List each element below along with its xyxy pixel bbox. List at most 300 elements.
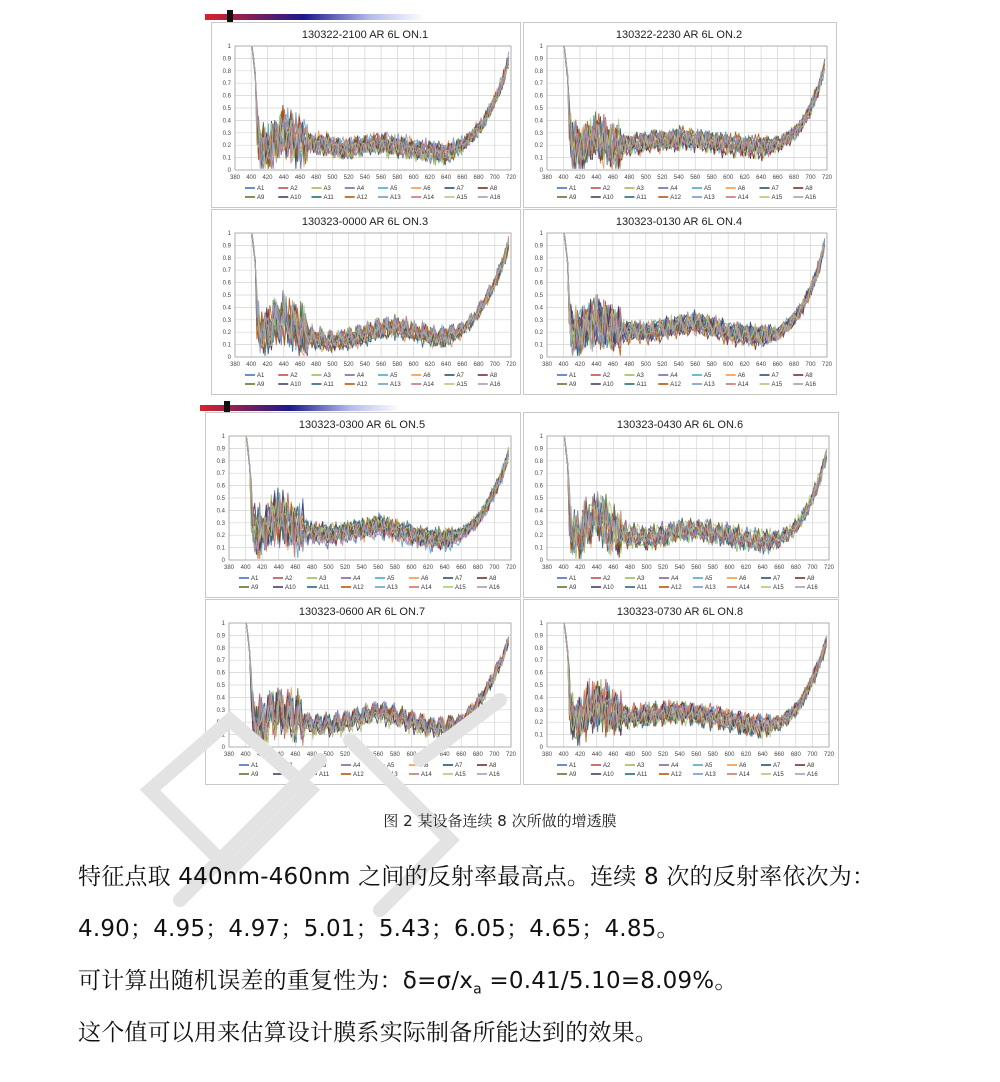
series-line	[564, 236, 824, 356]
legend-entry: A4	[670, 186, 678, 192]
x-tick-label: 640	[439, 752, 450, 758]
y-tick-label: 0.3	[534, 130, 543, 137]
x-tick-label: 700	[489, 175, 500, 181]
legend-entry: A4	[353, 763, 361, 769]
legend-entry: A7	[456, 186, 464, 192]
y-tick-label: 0.7	[216, 471, 225, 478]
y-tick-label: 0.7	[534, 268, 543, 275]
x-tick-label: 480	[624, 565, 635, 571]
x-tick-label: 720	[821, 362, 833, 368]
legend-entry: A9	[569, 585, 577, 591]
legend-entry: A10	[602, 195, 614, 201]
legend-entry: A14	[423, 382, 434, 388]
x-tick-label: 380	[541, 565, 553, 571]
y-tick-label: 0.5	[534, 293, 543, 299]
x-tick-label: 420	[575, 565, 586, 571]
chart-title: 130323-0300 AR 6L ON.5	[298, 419, 426, 431]
x-tick-label: 640	[441, 362, 452, 368]
x-tick-label: 660	[774, 565, 785, 571]
y-tick-label: 1	[221, 621, 225, 627]
x-tick-label: 520	[658, 752, 669, 758]
y-tick-label: 0.5	[534, 106, 543, 112]
figure-caption: 图 2 某设备连续 8 次所做的增透膜	[383, 812, 617, 830]
y-tick-label: 0.1	[216, 732, 225, 739]
x-tick-label: 500	[327, 362, 338, 368]
x-tick-label: 620	[424, 175, 435, 181]
x-tick-label: 420	[574, 175, 585, 181]
legend-entry: A10	[285, 585, 296, 591]
y-tick-label: 0.6	[222, 93, 231, 100]
x-tick-label: 520	[658, 565, 669, 571]
x-tick-label: 620	[423, 752, 434, 758]
legend-entry: A5	[387, 763, 395, 769]
y-tick-label: 1	[539, 44, 543, 50]
x-tick-label: 400	[240, 752, 251, 758]
x-tick-label: 500	[323, 565, 334, 571]
y-tick-label: 1	[227, 44, 231, 50]
legend-entry: A15	[773, 772, 784, 778]
legend-entry: A16	[489, 585, 500, 591]
x-tick-label: 440	[591, 362, 602, 368]
x-tick-label: 520	[657, 362, 668, 368]
x-tick-label: 480	[624, 752, 635, 758]
x-tick-label: 400	[246, 362, 257, 368]
legend-entry: A6	[739, 576, 747, 582]
legend-entry: A14	[739, 585, 750, 591]
legend-entry: A5	[704, 186, 712, 192]
y-tick-label: 0.9	[534, 243, 543, 250]
x-tick-label: 400	[246, 175, 257, 181]
legend-entry: A1	[569, 373, 577, 379]
x-tick-label: 620	[424, 362, 435, 368]
x-tick-label: 400	[558, 752, 569, 758]
y-tick-label: 0.2	[534, 330, 543, 337]
y-tick-label: 1	[539, 231, 543, 237]
legend-entry: A2	[290, 186, 298, 192]
x-tick-label: 560	[690, 175, 701, 181]
x-tick-label: 640	[757, 752, 768, 758]
legend-entry: A16	[807, 772, 818, 778]
formula-result: =0.41/5.10=8.09%。	[481, 968, 738, 994]
y-tick-label: 0.7	[534, 471, 543, 478]
y-tick-label: 0.4	[216, 695, 225, 702]
x-tick-label: 700	[489, 752, 500, 758]
x-tick-label: 700	[489, 362, 500, 368]
x-tick-label: 460	[294, 362, 305, 368]
legend-entry: A9	[569, 195, 577, 201]
legend-entry: A3	[636, 373, 644, 379]
x-tick-label: 420	[257, 752, 268, 758]
text-line-1: 特征点取 440nm-460nm 之间的反射率最高点。连续 8 次的反射率依次为：	[78, 864, 876, 890]
legend-entry: A11	[319, 772, 330, 778]
legend-entry: A13	[704, 195, 715, 201]
series-line	[564, 624, 826, 743]
x-tick-label: 460	[607, 175, 618, 181]
legend-entry: A12	[353, 772, 364, 778]
legend-entry: A7	[773, 576, 781, 582]
legend-entry: A6	[423, 373, 431, 379]
y-tick-label: 0.8	[222, 68, 231, 75]
x-tick-label: 540	[673, 362, 684, 368]
y-tick-label: 0.9	[534, 56, 543, 63]
legend-entry: A12	[356, 382, 368, 388]
x-tick-label: 720	[505, 565, 517, 571]
chart-title: 130322-2230 AR 6L ON.2	[615, 29, 743, 41]
x-tick-label: 400	[558, 175, 569, 181]
chart-title: 130323-0730 AR 6L ON.8	[616, 606, 744, 618]
legend-entry: A13	[705, 772, 716, 778]
x-tick-label: 500	[641, 565, 652, 571]
x-tick-label: 440	[273, 565, 284, 571]
legend-entry: A6	[737, 373, 746, 379]
chart-title: 130323-0430 AR 6L ON.6	[616, 419, 744, 431]
legend-entry: A14	[737, 195, 749, 201]
x-tick-label: 480	[306, 752, 317, 758]
x-tick-label: 700	[807, 565, 818, 571]
legend-entry: A8	[807, 576, 815, 582]
y-tick-label: 0.3	[222, 130, 231, 137]
x-tick-label: 520	[343, 175, 354, 181]
legend-entry: A7	[455, 576, 463, 582]
x-tick-label: 440	[591, 752, 602, 758]
x-tick-label: 520	[343, 362, 354, 368]
y-tick-label: 0.6	[216, 670, 225, 677]
legend-entry: A13	[390, 195, 401, 201]
legend-entry: A4	[671, 763, 679, 769]
legend-entry: A5	[387, 576, 395, 582]
y-tick-label: 0	[227, 355, 231, 361]
legend-entry: A15	[771, 382, 783, 388]
x-tick-label: 620	[739, 175, 750, 181]
y-tick-label: 0.7	[222, 268, 231, 275]
legend-entry: A12	[670, 195, 681, 201]
y-tick-label: 0	[539, 355, 543, 361]
y-tick-label: 0	[539, 558, 543, 564]
y-tick-label: 0.3	[534, 707, 543, 714]
x-tick-label: 620	[741, 752, 752, 758]
y-tick-label: 0.9	[216, 446, 225, 453]
legend-entry: A12	[670, 382, 681, 388]
y-tick-label: 1	[221, 434, 225, 440]
y-tick-label: 0.5	[222, 106, 231, 112]
header-strip-top	[205, 14, 425, 20]
x-tick-label: 600	[723, 175, 734, 181]
legend-entry: A13	[387, 772, 398, 778]
chart-1	[211, 22, 519, 206]
chart-title: 130323-0000 AR 6L ON.3	[301, 216, 429, 228]
legend-entry: A6	[739, 763, 747, 769]
x-tick-label: 680	[472, 752, 483, 758]
text-line-3	[78, 962, 738, 998]
legend-entry: A14	[737, 382, 749, 388]
x-tick-label: 400	[558, 565, 569, 571]
chart-7	[205, 599, 519, 783]
y-tick-label: 0.4	[534, 508, 543, 515]
legend-entry: A16	[807, 585, 818, 591]
y-tick-label: 0.3	[534, 317, 543, 324]
x-tick-label: 720	[505, 175, 517, 181]
y-tick-label: 0.6	[534, 93, 543, 100]
y-tick-label: 1	[539, 621, 543, 627]
y-tick-label: 0.4	[534, 305, 543, 312]
header-strip-middle	[200, 405, 400, 411]
y-tick-label: 0.2	[216, 720, 225, 727]
legend-entry: A8	[805, 373, 813, 379]
y-tick-label: 1	[539, 434, 543, 440]
y-tick-label: 0	[221, 745, 225, 751]
y-tick-label: 0.8	[534, 458, 543, 465]
x-tick-label: 640	[757, 565, 768, 571]
y-tick-label: 0.4	[216, 508, 225, 515]
legend-entry: A6	[421, 763, 429, 769]
x-tick-label: 660	[772, 175, 783, 181]
x-tick-label: 440	[591, 175, 602, 181]
x-tick-label: 380	[229, 362, 241, 368]
x-tick-label: 500	[640, 175, 651, 181]
legend-entry: A3	[323, 373, 331, 379]
chart-title: 130323-0600 AR 6L ON.7	[298, 606, 426, 618]
legend-entry: A12	[353, 585, 364, 591]
legend-entry: A8	[807, 763, 815, 769]
y-tick-label: 0.9	[222, 56, 231, 63]
legend-entry: A6	[737, 186, 746, 192]
x-tick-label: 540	[359, 175, 370, 181]
chart-title: 130322-2100 AR 6L ON.1	[301, 29, 429, 41]
x-tick-label: 600	[406, 565, 417, 571]
y-tick-label: 0.6	[216, 483, 225, 490]
legend-entry: A16	[805, 195, 816, 201]
y-tick-label: 0.5	[534, 496, 543, 502]
legend-entry: A13	[390, 382, 401, 388]
legend-entry: A3	[636, 186, 644, 192]
legend-entry: A3	[637, 576, 645, 582]
x-tick-label: 440	[278, 175, 289, 181]
x-tick-label: 520	[340, 565, 351, 571]
y-tick-label: 0.5	[534, 683, 543, 689]
x-tick-label: 380	[223, 565, 235, 571]
x-tick-label: 580	[706, 362, 717, 368]
legend-entry: A2	[285, 763, 293, 769]
x-tick-label: 540	[674, 752, 685, 758]
legend-entry: A1	[257, 373, 265, 379]
x-tick-label: 560	[691, 565, 702, 571]
y-tick-label: 0.8	[534, 68, 543, 75]
y-tick-label: 0.6	[534, 280, 543, 287]
x-tick-label: 620	[741, 565, 752, 571]
x-tick-label: 520	[657, 175, 668, 181]
x-tick-label: 700	[489, 565, 500, 571]
x-tick-label: 380	[541, 362, 553, 368]
legend-entry: A13	[704, 382, 715, 388]
legend-entry: A9	[251, 772, 259, 778]
x-tick-label: 640	[756, 362, 767, 368]
y-tick-label: 0.9	[534, 446, 543, 453]
text-line-4: 这个值可以用来估算设计膜系实际制备所能达到的效果。	[78, 1020, 658, 1046]
x-tick-label: 420	[257, 565, 268, 571]
x-tick-label: 660	[457, 175, 468, 181]
y-tick-label: 0.3	[216, 707, 225, 714]
legend-entry: A7	[455, 763, 463, 769]
legend-entry: A11	[323, 382, 334, 388]
x-tick-label: 380	[541, 752, 553, 758]
x-tick-label: 540	[356, 752, 367, 758]
legend-entry: A5	[705, 576, 713, 582]
legend-entry: A2	[603, 763, 611, 769]
legend-entry: A4	[671, 576, 679, 582]
legend-entry: A11	[323, 195, 334, 201]
x-tick-label: 460	[290, 565, 301, 571]
y-tick-label: 0.8	[534, 255, 543, 262]
x-tick-label: 720	[823, 752, 835, 758]
x-tick-label: 460	[608, 565, 619, 571]
x-tick-label: 580	[707, 565, 718, 571]
y-tick-label: 0.3	[534, 520, 543, 527]
y-tick-label: 0.4	[222, 118, 231, 125]
x-tick-label: 540	[673, 175, 684, 181]
legend-entry: A6	[421, 576, 429, 582]
y-tick-label: 0.1	[534, 732, 543, 739]
legend-entry: A15	[456, 195, 468, 201]
y-tick-label: 0.5	[222, 293, 231, 299]
legend-entry: A2	[602, 186, 611, 192]
legend-entry: A1	[251, 763, 259, 769]
legend-entry: A3	[319, 576, 327, 582]
x-tick-label: 600	[406, 752, 417, 758]
y-tick-label: 0.1	[534, 545, 543, 552]
x-tick-label: 560	[376, 362, 387, 368]
legend-entry: A16	[805, 382, 816, 388]
y-tick-label: 0.6	[534, 483, 543, 490]
y-tick-label: 0.8	[216, 645, 225, 652]
y-tick-label: 0.3	[222, 317, 231, 324]
x-tick-label: 640	[439, 565, 450, 571]
y-tick-label: 0.1	[534, 342, 543, 349]
y-tick-label: 0.5	[216, 683, 225, 689]
legend-entry: A16	[489, 382, 501, 388]
legend-entry: A7	[773, 763, 781, 769]
legend-entry: A14	[421, 772, 432, 778]
x-tick-label: 420	[262, 175, 273, 181]
y-tick-label: 0.5	[216, 496, 225, 502]
chart-2	[523, 22, 835, 206]
y-tick-label: 0.9	[222, 243, 231, 250]
y-tick-label: 0.2	[222, 143, 231, 150]
x-tick-label: 420	[574, 362, 585, 368]
legend-entry: A8	[489, 763, 497, 769]
legend-entry: A7	[456, 373, 464, 379]
x-tick-label: 660	[456, 752, 467, 758]
y-tick-label: 0	[227, 168, 231, 174]
x-tick-label: 480	[624, 362, 635, 368]
x-tick-label: 600	[408, 362, 419, 368]
y-tick-label: 0.9	[534, 633, 543, 640]
text-line-2: 4.90；4.95；4.97；5.01；5.43；6.05；4.65；4.85。	[78, 916, 680, 942]
y-tick-label: 0.7	[534, 658, 543, 665]
y-tick-label: 0.6	[534, 670, 543, 677]
legend-entry: A16	[489, 772, 500, 778]
legend-entry: A8	[489, 373, 498, 379]
legend-entry: A11	[637, 585, 648, 591]
x-tick-label: 620	[739, 362, 750, 368]
formula-subscript: a	[473, 981, 482, 998]
y-tick-label: 0.1	[222, 155, 231, 162]
x-tick-label: 660	[457, 362, 468, 368]
y-tick-label: 0.2	[222, 330, 231, 337]
legend-entry: A2	[285, 576, 293, 582]
x-tick-label: 660	[774, 752, 785, 758]
x-tick-label: 700	[805, 175, 816, 181]
legend-entry: A4	[356, 186, 365, 192]
x-tick-label: 600	[723, 362, 734, 368]
x-tick-label: 480	[311, 175, 322, 181]
x-tick-label: 560	[690, 362, 701, 368]
y-tick-label: 0.7	[216, 658, 225, 665]
chart-8	[523, 599, 837, 783]
legend-entry: A10	[603, 585, 614, 591]
legend-entry: A1	[569, 186, 577, 192]
x-tick-label: 620	[423, 565, 434, 571]
legend-entry: A16	[489, 195, 501, 201]
x-tick-label: 460	[290, 752, 301, 758]
legend-entry: A11	[636, 382, 647, 388]
legend-entry: A12	[356, 195, 368, 201]
x-tick-label: 700	[807, 752, 818, 758]
x-tick-label: 380	[223, 752, 235, 758]
y-tick-label: 0.7	[222, 81, 231, 88]
x-tick-label: 500	[641, 752, 652, 758]
x-tick-label: 440	[591, 565, 602, 571]
y-tick-label: 0.8	[216, 458, 225, 465]
y-tick-label: 0.2	[534, 720, 543, 727]
legend-entry: A3	[637, 763, 645, 769]
legend-entry: A10	[603, 772, 614, 778]
x-tick-label: 680	[473, 175, 484, 181]
legend-entry: A14	[423, 195, 434, 201]
y-tick-label: 0	[221, 558, 225, 564]
x-tick-label: 720	[821, 175, 833, 181]
legend-entry: A9	[251, 585, 259, 591]
x-tick-label: 380	[229, 175, 241, 181]
legend-entry: A9	[569, 382, 577, 388]
x-tick-label: 540	[359, 362, 370, 368]
legend-entry: A15	[771, 195, 783, 201]
legend-entry: A9	[257, 195, 265, 201]
legend-entry: A9	[569, 772, 577, 778]
legend-entry: A10	[285, 772, 296, 778]
x-tick-label: 580	[706, 175, 717, 181]
x-tick-label: 600	[724, 565, 735, 571]
y-tick-label: 0.1	[216, 545, 225, 552]
legend-entry: A10	[290, 195, 301, 201]
y-tick-label: 0.4	[534, 695, 543, 702]
x-tick-label: 420	[575, 752, 586, 758]
y-tick-label: 0.4	[222, 305, 231, 312]
x-tick-label: 440	[278, 362, 289, 368]
legend-entry: A11	[319, 585, 330, 591]
legend-entry: A8	[489, 186, 498, 192]
legend-entry: A14	[739, 772, 750, 778]
x-tick-label: 560	[376, 175, 387, 181]
chart-4	[523, 209, 835, 393]
x-tick-label: 480	[311, 362, 322, 368]
chart-5	[205, 412, 519, 596]
x-tick-label: 720	[505, 752, 517, 758]
legend-entry: A11	[637, 772, 648, 778]
y-tick-label: 0.6	[222, 280, 231, 287]
legend-entry: A1	[257, 186, 265, 192]
x-tick-label: 680	[790, 752, 801, 758]
y-tick-label: 0	[539, 745, 543, 751]
